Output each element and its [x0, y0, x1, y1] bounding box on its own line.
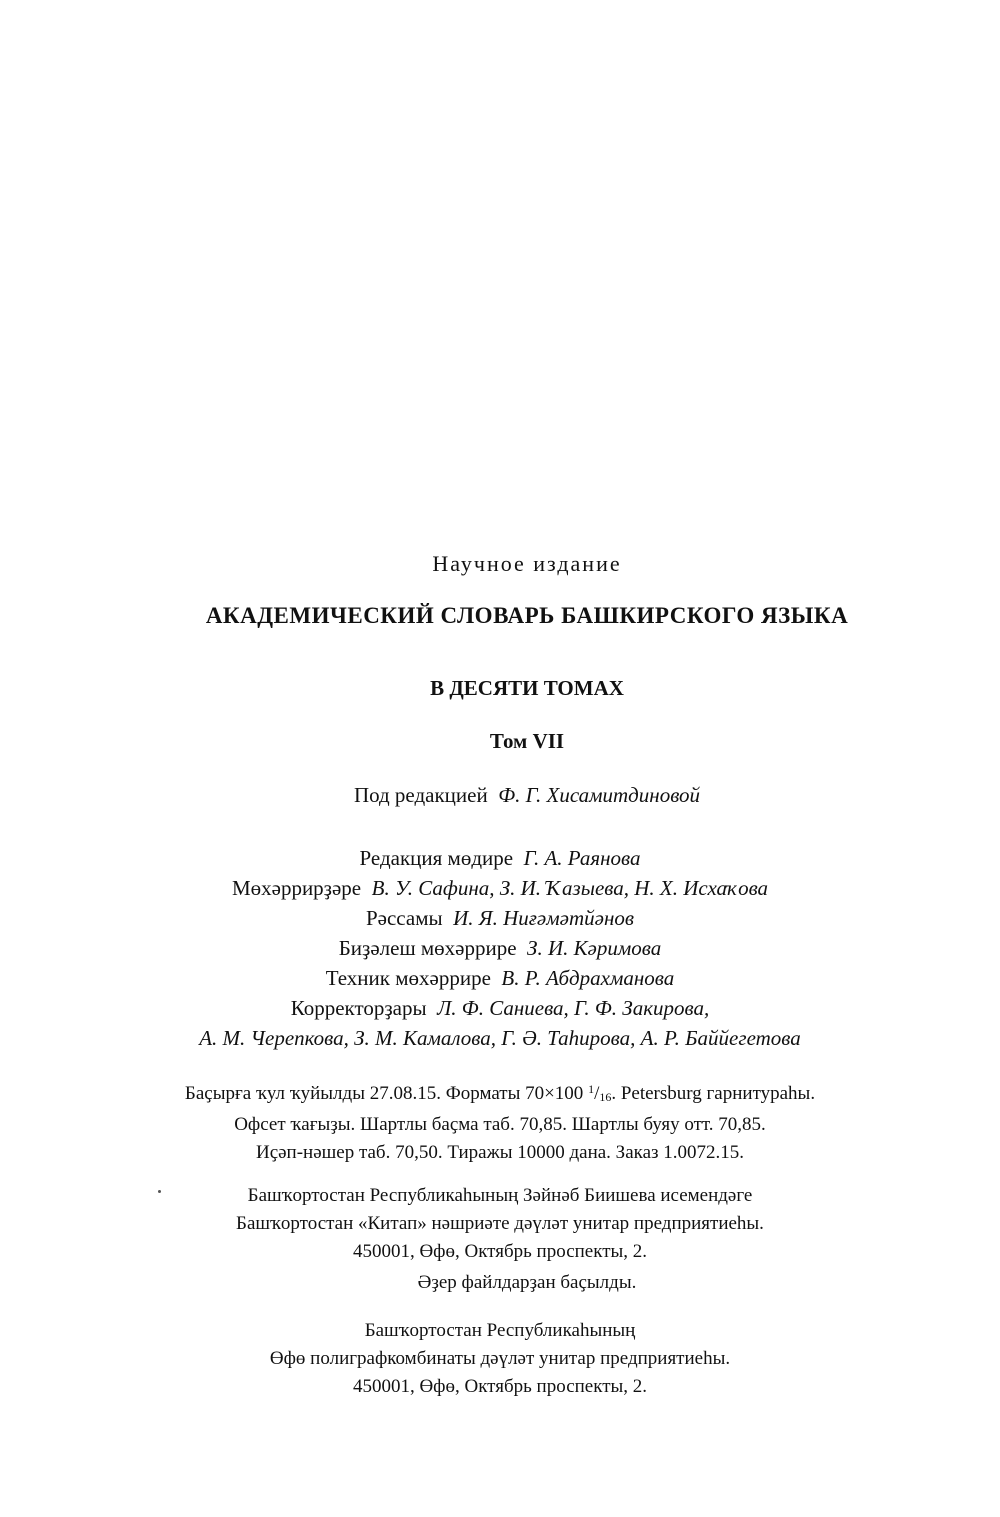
imprint-block	[0, 1075, 1000, 1167]
credit-label: Редакция мөдире	[359, 846, 514, 870]
imprint-typeface: . Petersburg гарнитураһы.	[611, 1083, 816, 1104]
credit-line	[0, 993, 1000, 1023]
format-fraction-denominator: 16	[599, 1090, 612, 1104]
publisher-line: Башҡортостан «Китап» нәшриәте дәүләт унитар предприятиеһы.	[236, 1213, 764, 1234]
credits-block	[0, 843, 1000, 1053]
files-note: Әҙер файлдарҙан баҫылды.	[417, 1272, 637, 1293]
credit-names: А. М. Черепкова, З. М. Камалова, Г. Ә. Таһирова, А. Р. Баййегетова	[199, 1026, 801, 1050]
printer-line: Башҡортостан Республикаһының	[364, 1320, 636, 1341]
volume-number: Том VII	[489, 729, 565, 753]
imprint-format: Баҫырға ҡул ҡуйылды 27.08.15. Форматы 70×100	[184, 1083, 584, 1104]
credit-line	[0, 903, 1000, 933]
publisher-block	[0, 1182, 1000, 1266]
printer-block	[0, 1317, 1000, 1401]
credit-names: Г. А. Раянова	[523, 846, 641, 870]
book-title: АКАДЕМИЧЕСКИЙ СЛОВАРЬ БАШКИРСКОГО ЯЗЫКА	[205, 603, 849, 628]
credit-names: З. И. Кәримова	[527, 936, 662, 960]
credit-line	[0, 933, 1000, 963]
credit-line	[0, 873, 1000, 903]
printer-line: Өфө полиграфкомбинаты дәүләт унитар предприятиеһы.	[269, 1348, 731, 1369]
credit-line	[0, 843, 1000, 873]
imprint-line: Иҫәп-нәшер таб. 70,50. Тиражы 10000 дана. Заказ 1.0072.15.	[255, 1142, 745, 1163]
editor-name: Ф. Г. Хисамитдиновой	[498, 783, 701, 807]
credit-names: В. У. Сафина, З. И. Ҡазыева, Н. Х. Исхаҡова	[371, 876, 769, 900]
credit-names: Л. Ф. Саниева, Г. Ф. Закирова,	[437, 996, 710, 1020]
series-subtitle: В ДЕСЯТИ ТОМАХ	[430, 676, 624, 700]
credit-label: Техник мөхәррире	[325, 966, 491, 990]
credit-label: Корректорҙары	[290, 996, 427, 1020]
credit-label: Мөхәррирҙәре	[231, 876, 362, 900]
format-fraction-numerator: 1	[588, 1082, 595, 1096]
editor-line	[27, 783, 1000, 808]
publisher-line: Башҡортостан Республикаһының Зәйнәб Биишева исемендәге	[247, 1185, 753, 1206]
credit-label: Биҙәлеш мөхәррире	[338, 936, 517, 960]
credit-label: Рәссамы	[365, 906, 443, 930]
publisher-address: 450001, Өфө, Октябрь проспекты, 2.	[352, 1241, 648, 1262]
editor-label: Под редакцией	[353, 783, 488, 807]
credit-names: В. Р. Абдрахманова	[501, 966, 675, 990]
credit-names: И. Я. Ниғәмәтйәнов	[453, 906, 634, 930]
edition-type: Научное издание	[432, 551, 622, 576]
credit-line	[0, 1023, 1000, 1053]
printer-address: 450001, Өфө, Октябрь проспекты, 2.	[352, 1376, 648, 1397]
imprint-line: Баҫырға ҡул ҡуйылды 27.08.15. Форматы 70×100 $^1/_{16}$. Petersburg гарнитураһы.	[184, 1082, 816, 1104]
credit-line	[0, 963, 1000, 993]
imprint-line: Офсет ҡағыҙы. Шартлы баҫма таб. 70,85. Шартлы буяу отт. 70,85.	[234, 1114, 766, 1135]
